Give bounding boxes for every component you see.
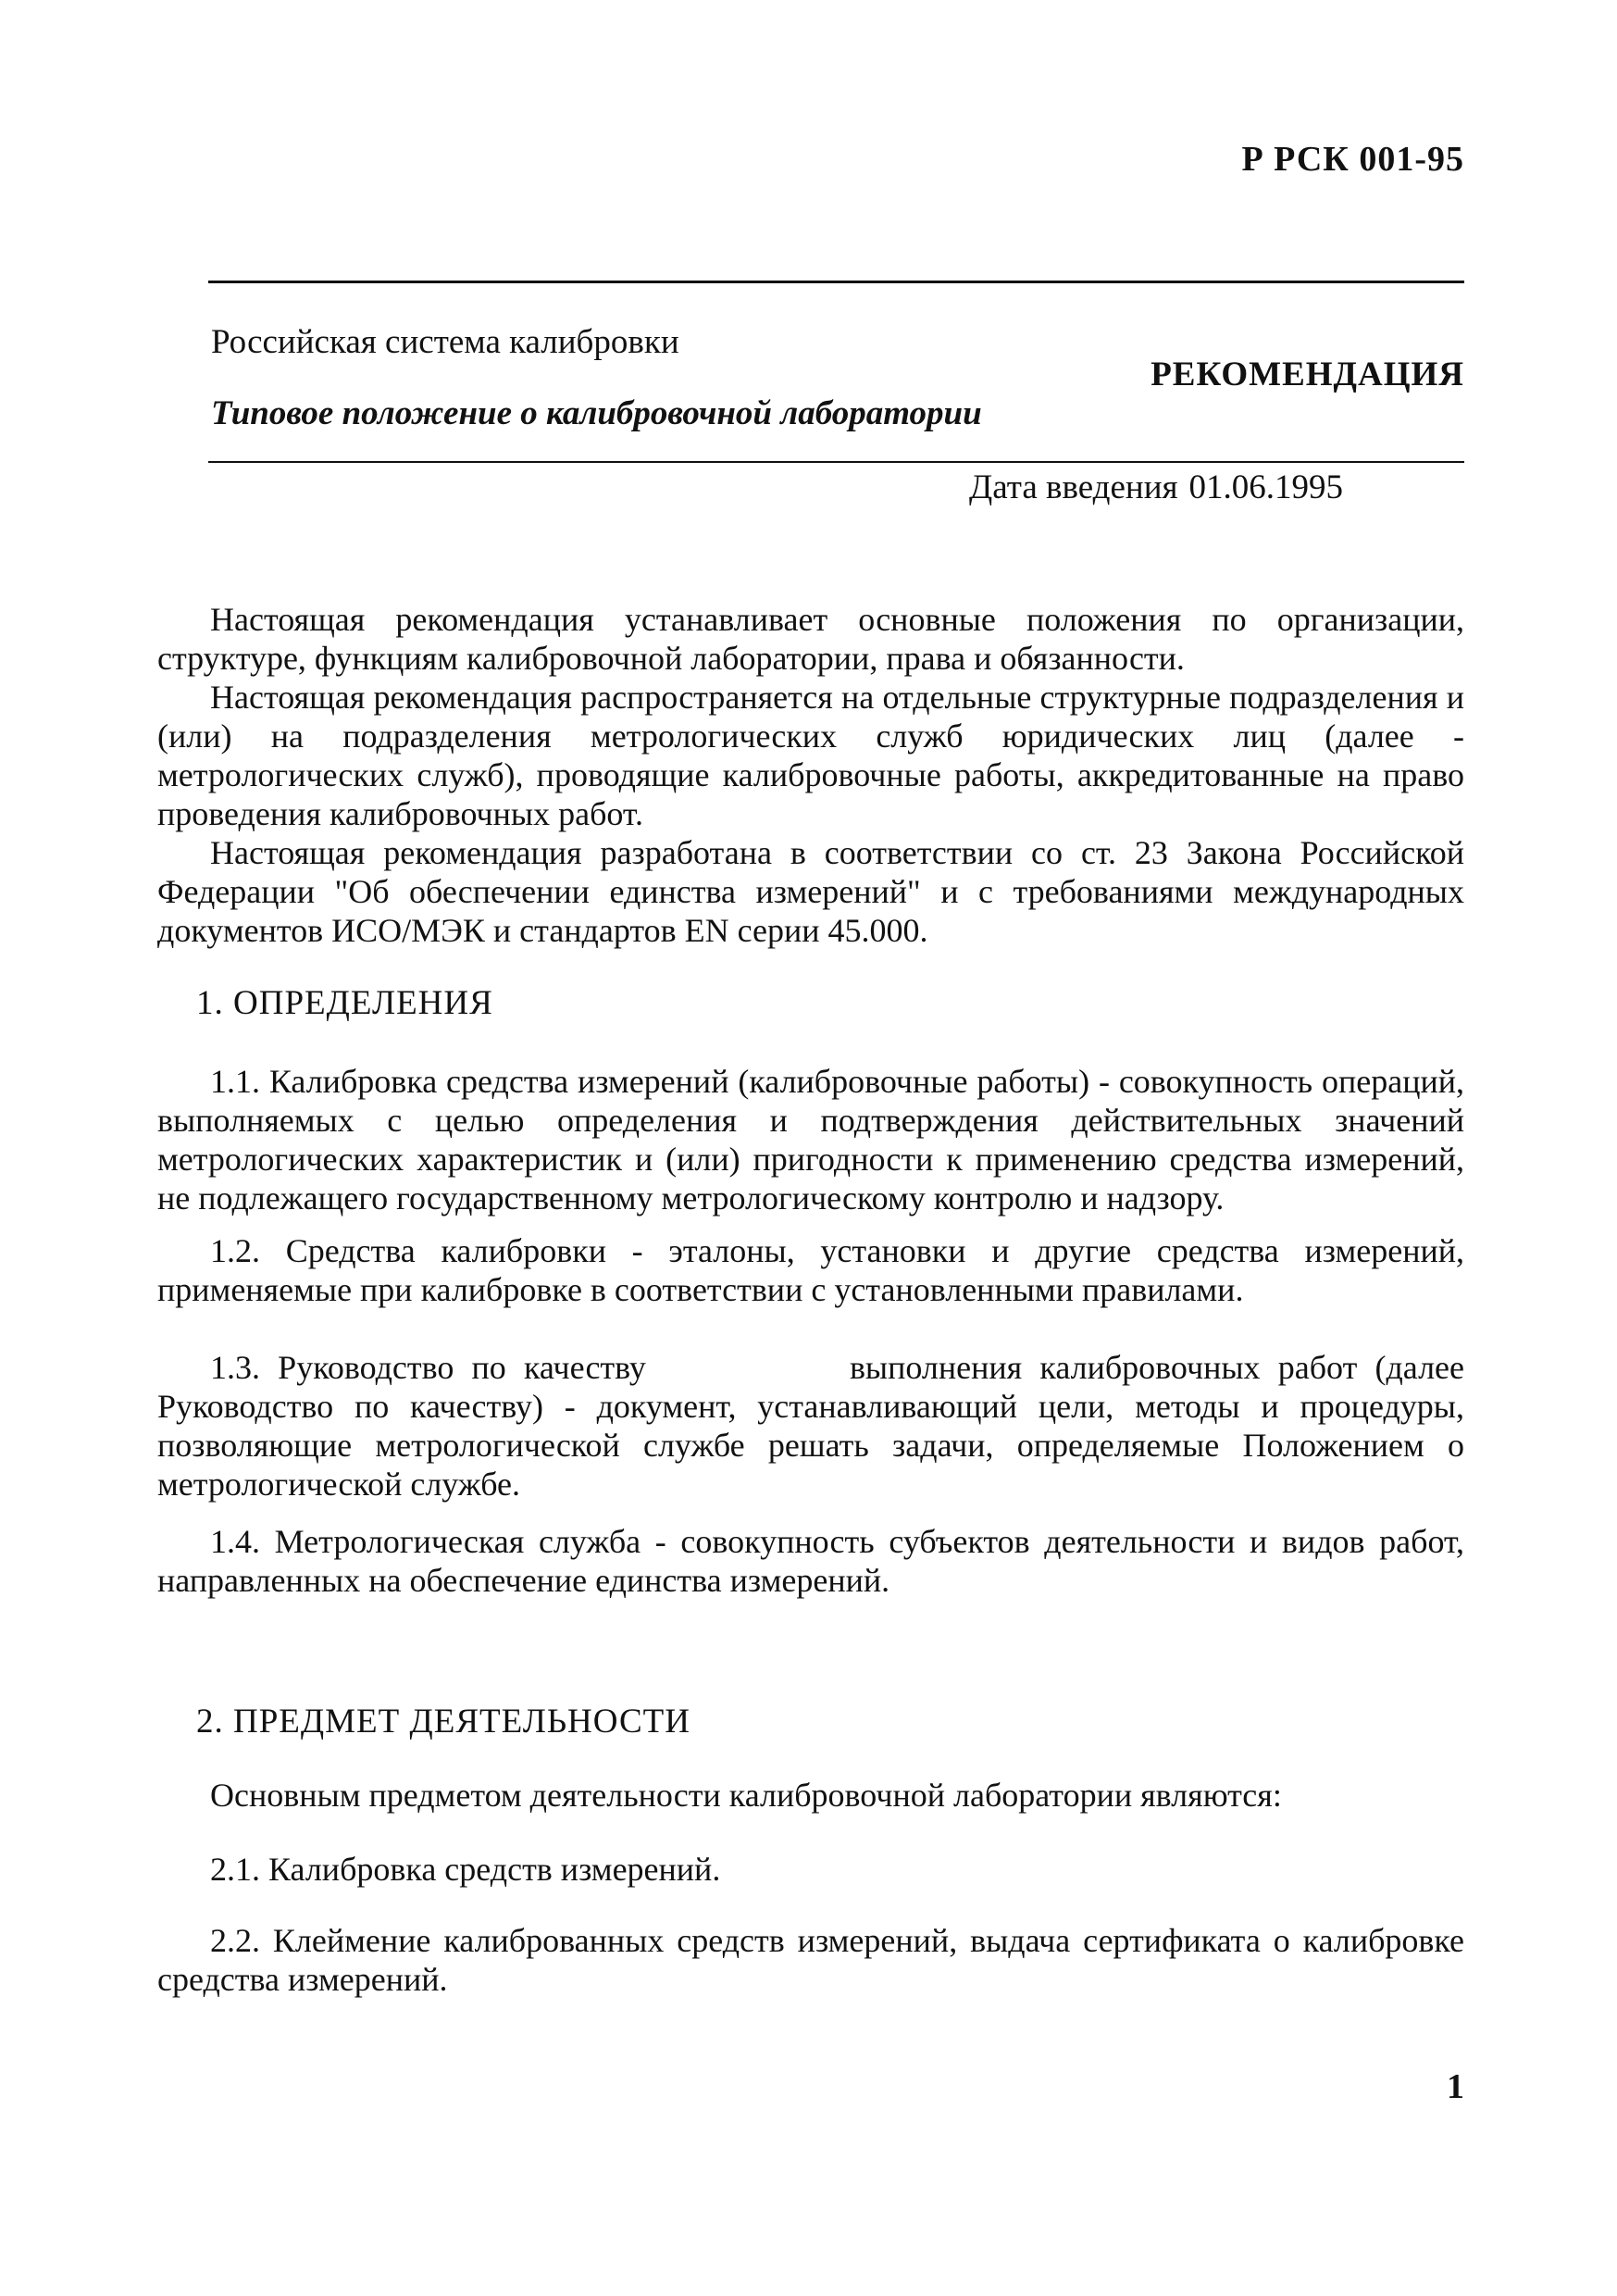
definition-body: выполнения калибровочных работ (далее Руководство по качеству) - документ, устанавливающий цели, методы и процедуры, позволяющие метрологической службе решать задачи, определяемые Положением о метрологической службе. [157, 1349, 1464, 1503]
definition-text: 1.4. Метрологическая служба - совокупность субъектов деятельности и видов работ, направленных на обеспечение единства измерений. [157, 1523, 1464, 1599]
intro-paragraph: Настоящая рекомендация устанавливает основные положения по организации, структуре, функциям калибровочной лаборатории, права и обязанности. [157, 601, 1464, 677]
definition-1-2 [157, 1231, 1464, 1309]
definition-text-span: 1.2. Средства калибровки - эталоны, установки и другие средства измерений, применяемые при калибровке в соответствии с установленными правилами. [157, 1232, 1464, 1308]
definition-1-3 [157, 1348, 1464, 1504]
section-2-heading: 2. ПРЕДМЕТ ДЕЯТЕЛЬНОСТИ [196, 1703, 690, 1741]
definition-1-1 [157, 1062, 1464, 1217]
section-2-lead-text: Основным предметом деятельности калибровочной лаборатории являются: [210, 1777, 1282, 1814]
section-2-item-text: 2.2. Клеймение калиброванных средств измерений, выдача сертификата о калибровке средства измерений. [157, 1922, 1464, 1998]
effective-date-label: Дата введения [969, 468, 1178, 506]
section-2-lead [157, 1776, 1464, 1815]
definition-text [157, 1348, 1464, 1504]
intro-paragraph: Настоящая рекомендация разработана в соответствии со ст. 23 Закона Российской Федерации "Об обеспечении единства измерений" и с требованиями международных документов ИСО/МЭК и стандартов EN серии 45.000. [157, 834, 1464, 949]
document-title: Типовое положение о калибровочной лаборатории [211, 394, 982, 432]
effective-date [969, 468, 1343, 507]
document-code: Р РСК 001-95 [1241, 140, 1464, 179]
document-type: РЕКОМЕНДАЦИЯ [1151, 356, 1464, 393]
definition-1-4 [157, 1522, 1464, 1600]
header-top-rule [208, 281, 1464, 283]
definition-text: 1.1. Калибровка средства измерений (калибровочные работы) - совокупность операций, выполняемых с целью определения и подтверждения действительных значений метрологических характеристик и (или) пригодности к применению средства измерений, не подлежащего государственному метрологическому контролю и надзору. [157, 1063, 1464, 1217]
section-2-item-2 [157, 1921, 1464, 1999]
section-2-item-1 [157, 1850, 1464, 1889]
effective-date-value: 01.06.1995 [1188, 468, 1344, 506]
header-bottom-rule [208, 461, 1464, 463]
intro-paragraph: Настоящая рекомендация распространяется на отдельные структурные подразделения и (или) на подразделения метрологических служб юридических лиц (далее - метрологических служб), проводящие калибровочные работы, аккредитованные на право проведения калибровочных работ. [157, 679, 1464, 832]
organization-name: Российская система калибровки [211, 323, 679, 361]
page-number: 1 [1447, 2067, 1464, 2106]
intro-section [157, 600, 1464, 950]
definition-term: 1.3. Руководство по качеству [210, 1349, 646, 1386]
section-2-item-text: 2.1. Калибровка средств измерений. [210, 1851, 721, 1888]
definition-text [157, 1231, 1464, 1309]
section-1-heading: 1. ОПРЕДЕЛЕНИЯ [196, 984, 493, 1022]
